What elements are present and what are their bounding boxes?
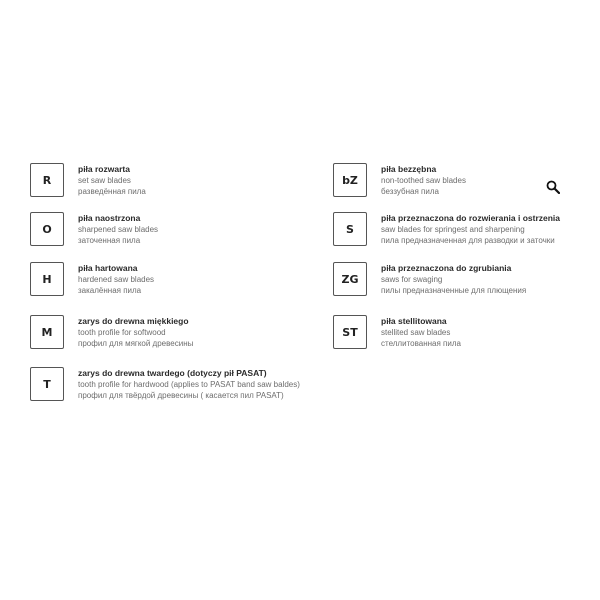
legend-entry-o — [30, 212, 158, 246]
label-pl: piła przeznaczona do rozwierania i ostrzenia — [381, 213, 561, 223]
label-ru: профил для твёрдой древесины ( касается пил PASAT) — [78, 391, 284, 400]
legend-entry-r — [30, 163, 146, 197]
label-en: set saw blades — [78, 176, 131, 185]
label-ru: заточенная пила — [78, 236, 141, 245]
label-pl: piła stellitowana — [381, 316, 447, 326]
label-en: saws for swaging — [381, 275, 443, 284]
entry-text — [78, 263, 154, 296]
label-en: sharpened saw blades — [78, 225, 159, 234]
legend-entry-h — [30, 262, 154, 296]
legend-entry-m — [30, 315, 193, 349]
code-badge: O — [30, 212, 64, 246]
label-en: non-toothed saw blades — [381, 176, 466, 185]
label-ru: пила предназначенная для разводки и заточки — [381, 236, 555, 245]
entry-text — [78, 164, 146, 197]
search-icon[interactable] — [546, 180, 560, 194]
entry-text — [78, 213, 158, 246]
label-pl: piła przeznaczona do zgrubiania — [381, 263, 512, 273]
legend-entry-t — [30, 367, 300, 401]
label-ru: стеллитованная пила — [381, 339, 461, 348]
code-badge: S — [333, 212, 367, 246]
entry-text — [78, 368, 300, 401]
label-en: hardened saw blades — [78, 275, 155, 284]
code-badge: M — [30, 315, 64, 349]
label-en: saw blades for springest and sharpening — [381, 225, 525, 234]
label-ru: профил для мягкой древесины — [78, 339, 194, 348]
code-badge: ST — [333, 315, 367, 349]
code-badge: bZ — [333, 163, 367, 197]
legend-entry-s — [333, 212, 560, 246]
legend-entry-bz — [333, 163, 466, 197]
label-pl: piła naostrzona — [78, 213, 141, 223]
entry-text — [381, 164, 466, 197]
label-pl: piła bezzębna — [381, 164, 437, 174]
label-en: tooth profile for hardwood (applies to PASAT band saw baldes) — [78, 380, 300, 389]
label-pl: piła rozwarta — [78, 164, 130, 174]
label-ru: закалённая пила — [78, 286, 142, 295]
code-badge: R — [30, 163, 64, 197]
label-ru: пилы предназначенные для плющения — [381, 286, 527, 295]
label-ru: разведённая пила — [78, 187, 146, 196]
code-badge: ZG — [333, 262, 367, 296]
code-badge: H — [30, 262, 64, 296]
label-pl: zarys do drewna miękkiego — [78, 316, 189, 326]
label-pl: piła hartowana — [78, 263, 138, 273]
entry-text — [381, 213, 560, 246]
label-pl: zarys do drewna twardego (dotyczy pił PASAT) — [78, 368, 267, 378]
label-en: stellited saw blades — [381, 328, 451, 337]
entry-text — [381, 316, 461, 349]
legend-entry-st — [333, 315, 461, 349]
label-ru: беззубная пила — [381, 187, 439, 196]
legend-entry-zg — [333, 262, 526, 296]
label-en: tooth profile for softwood — [78, 328, 166, 337]
code-badge: T — [30, 367, 64, 401]
entry-text — [381, 263, 526, 296]
entry-text — [78, 316, 193, 349]
